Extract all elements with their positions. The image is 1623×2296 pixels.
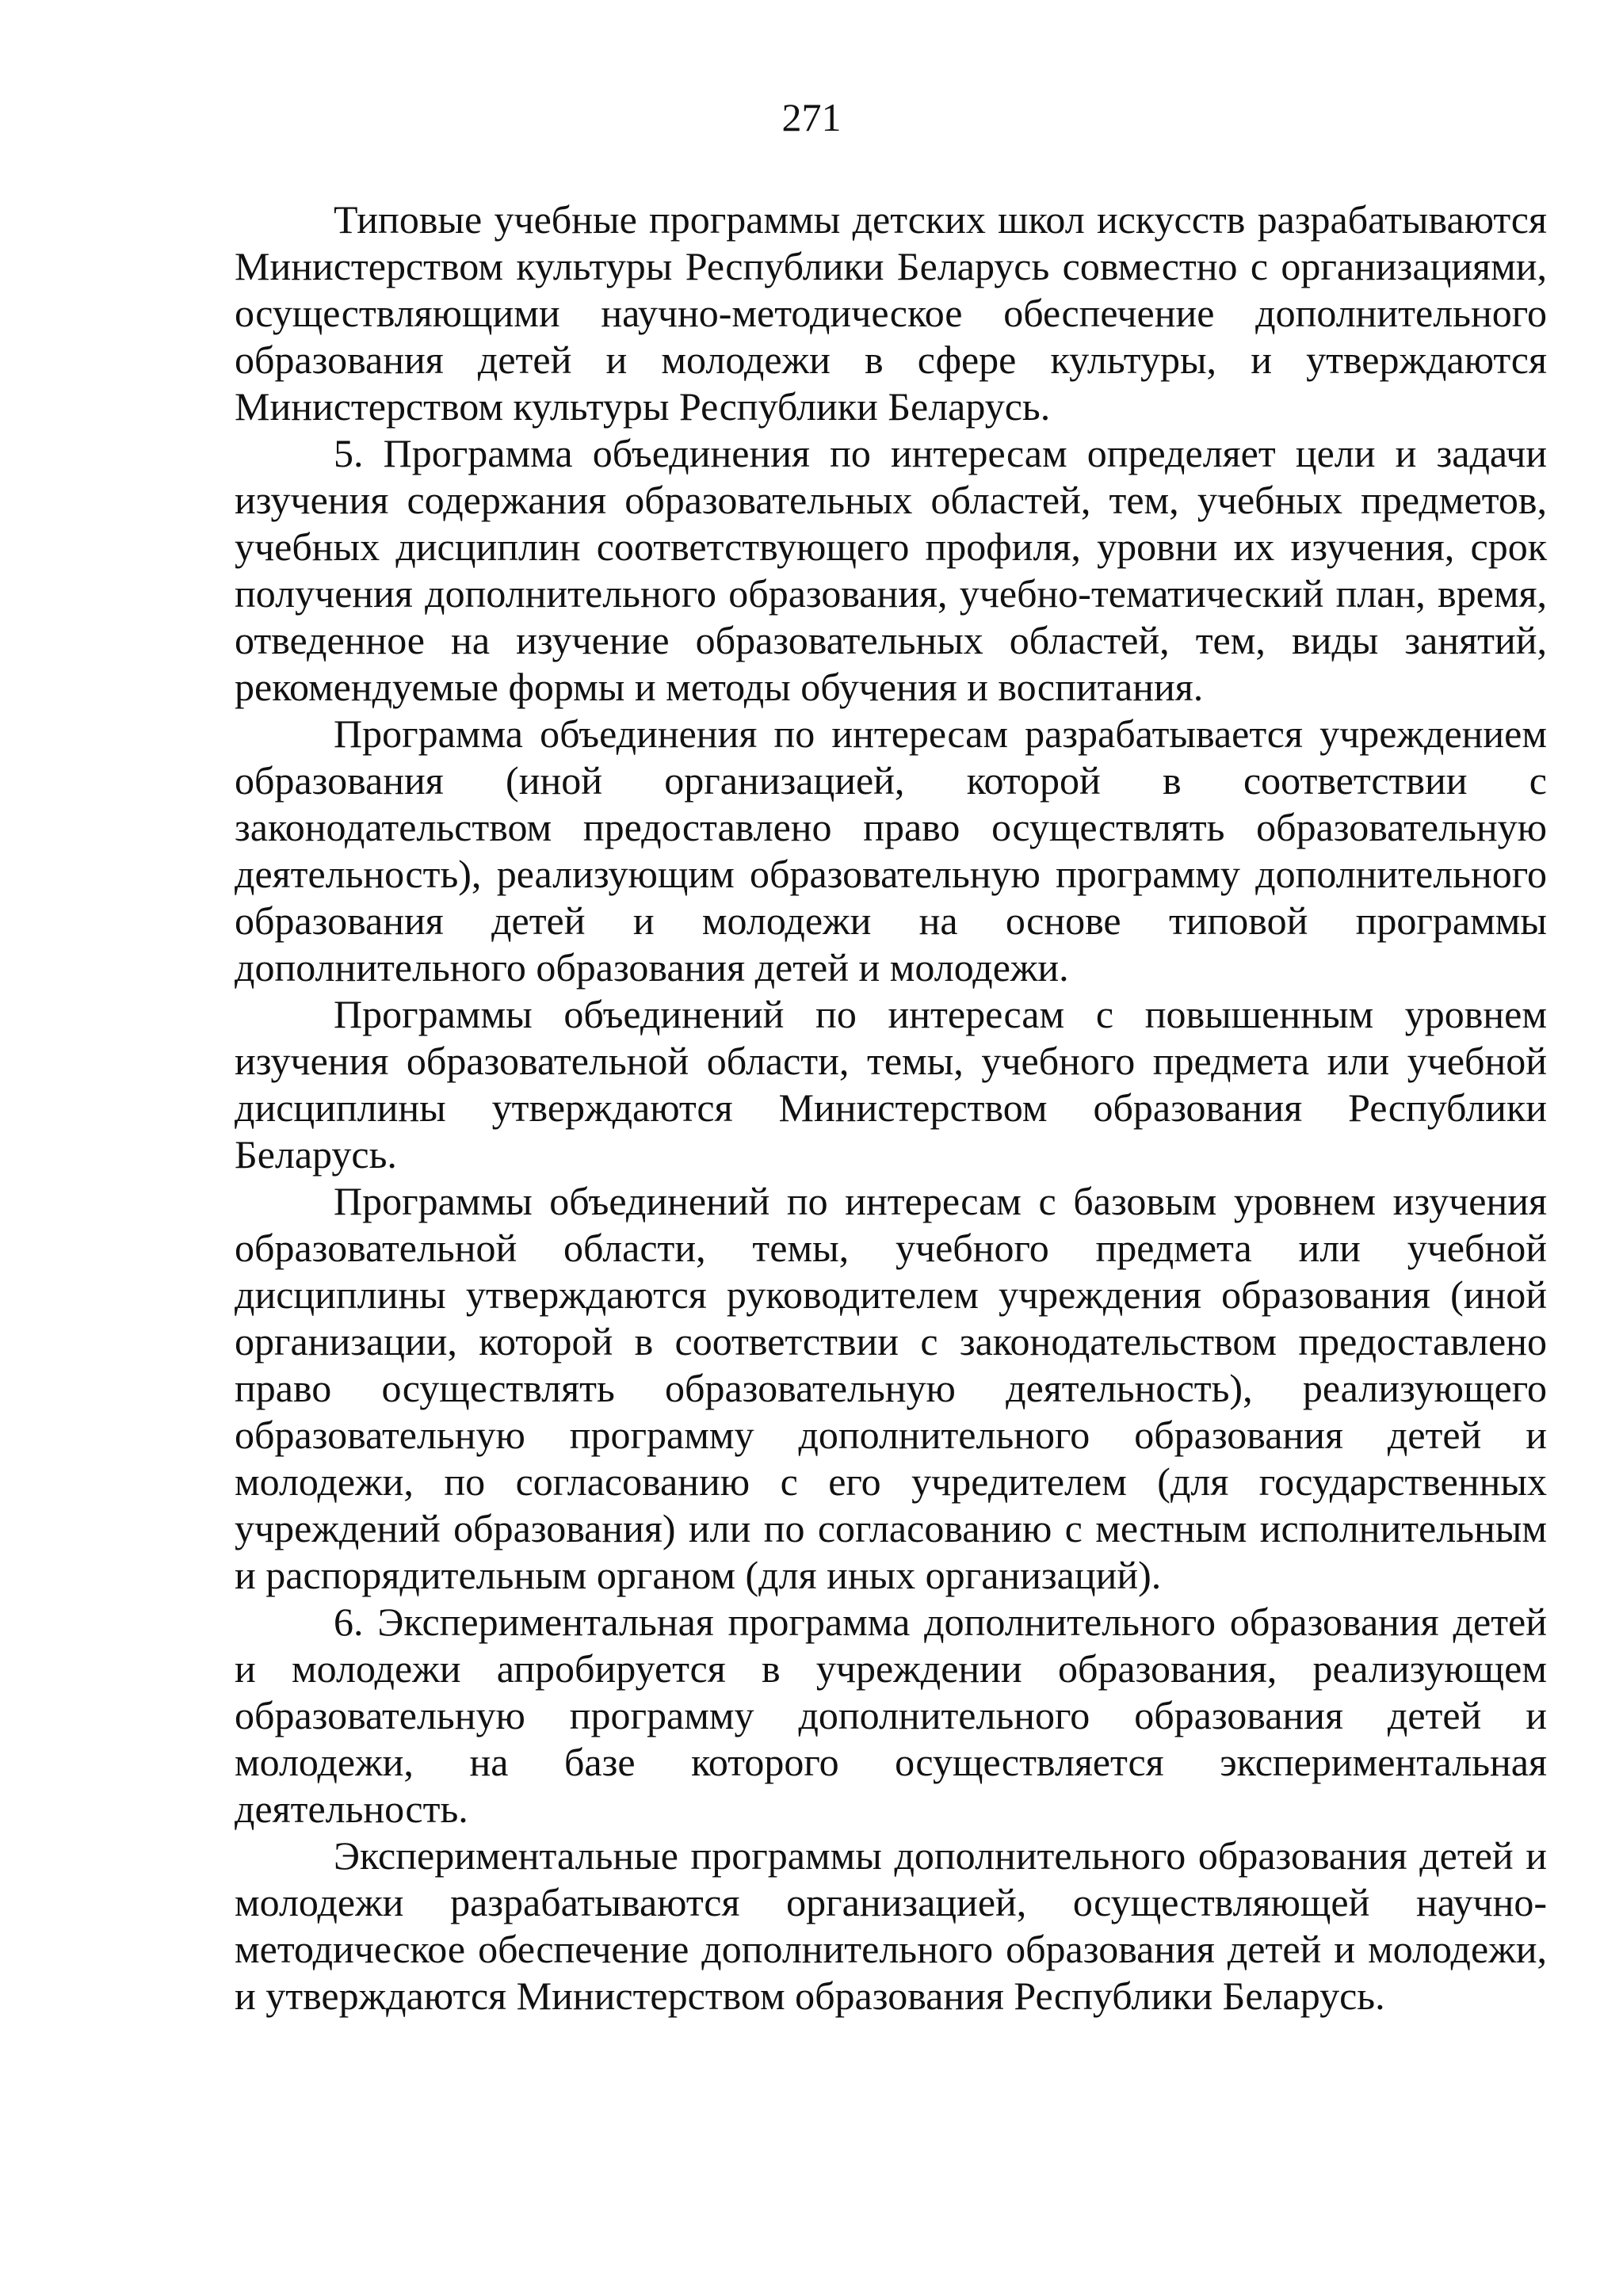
paragraph-program-development: Программа объединения по интересам разрабатывается учреждением образования (иной организацией, которой в соответствии с законодательством предоставлено право осуществлять образовательную деятельность), реализующим образовательную программу дополнительного образования детей и молодежи на основе типовой программы дополнительного образования детей и молодежи. xyxy=(235,711,1547,990)
page-number: 271 xyxy=(781,95,842,139)
document-body xyxy=(235,196,1547,2019)
paragraph-item-6-experimental-program: 6. Экспериментальная программа дополнительного образования детей и молодежи апробируется в учреждении образования, реализующем образовательную программу дополнительного образования детей и молодежи, на базе которого осуществляется экспериментальная деятельность. xyxy=(235,1600,1547,1831)
paragraph-experimental-programs-approval: Экспериментальные программы дополнительного образования детей и молодежи разрабатываются организацией, осуществляющей научно-методическое обеспечение дополнительного образования детей и молодежи, и утверждаются Министерством образования Республики Беларусь. xyxy=(235,1833,1547,2018)
paragraph-art-schools-programs: Типовые учебные программы детских школ искусств разрабатываются Министерством культуры Республики Беларусь совместно с организациями, осуществляющими научно-методическое обеспечение дополнительного образования детей и молодежи в сфере культуры, и утверждаются Министерством культуры Республики Беларусь. xyxy=(235,197,1547,429)
paragraph-item-5-interest-program: 5. Программа объединения по интересам определяет цели и задачи изучения содержания образовательных областей, тем, учебных предметов, учебных дисциплин соответствующего профиля, уровни их изучения, срок получения дополнительного образования, учебно-тематический план, время, отведенное на изучение образовательных областей, тем, виды занятий, рекомендуемые формы и методы обучения и воспитания. xyxy=(235,431,1547,709)
paragraph-advanced-level-programs: Программы объединений по интересам с повышенным уровнем изучения образовательной области, темы, учебного предмета или учебной дисциплины утверждаются Министерством образования Республики Беларусь. xyxy=(235,992,1547,1177)
paragraph-basic-level-programs: Программы объединений по интересам с базовым уровнем изучения образовательной области, темы, учебного предмета или учебной дисциплины утверждаются руководителем учреждения образования (иной организации, которой в соответствии с законодательством предоставлено право осуществлять образовательную деятельность), реализующего образовательную программу дополнительного образования детей и молодежи, по согласованию с его учредителем (для государственных учреждений образования) или по согласованию с местным исполнительным и распорядительным органом (для иных организаций). xyxy=(235,1179,1547,1597)
